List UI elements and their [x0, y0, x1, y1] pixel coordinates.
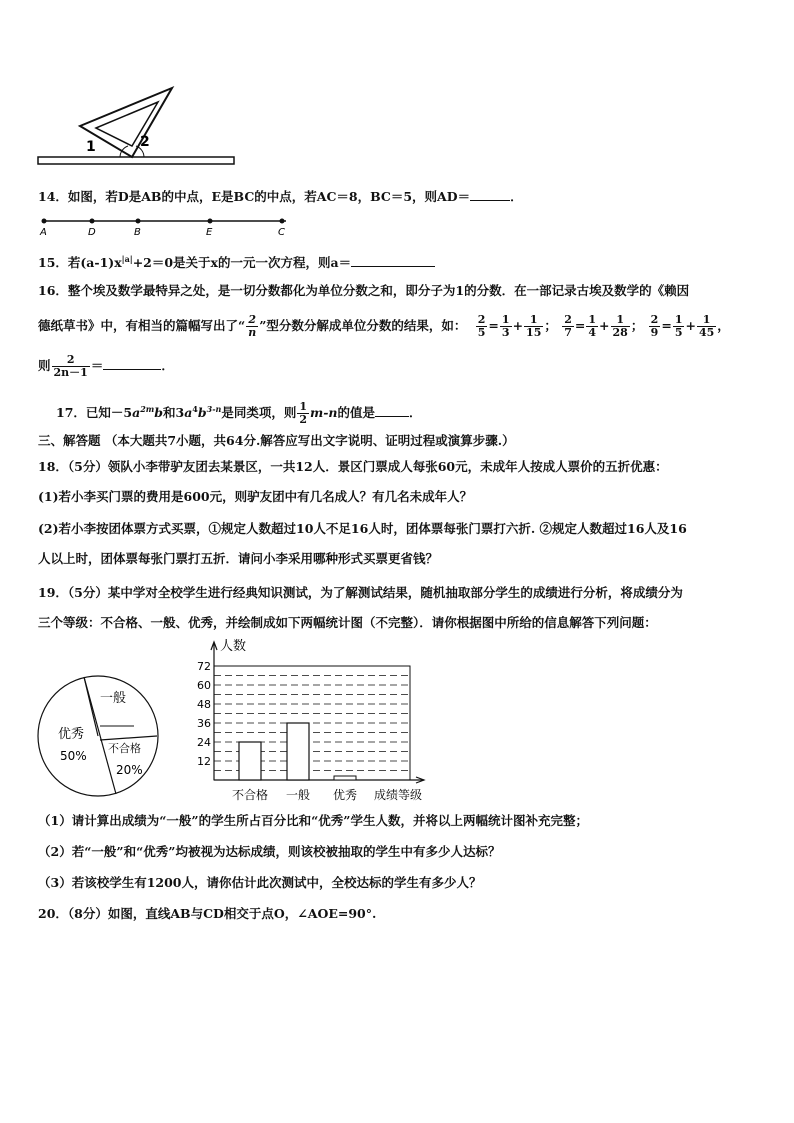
pie-label-general: 一般: [100, 691, 127, 706]
pie-label-excellent-pct: 50%: [60, 749, 87, 763]
bar-2: [287, 723, 309, 780]
q19-sub3: （3）若该校学生有1200人，请你估计此次测试中，全校达标的学生有多少人？: [38, 875, 482, 890]
pie-chart: [36, 670, 164, 802]
q16-line3-pre: 则: [38, 358, 51, 373]
y-tick-label: 36: [197, 717, 211, 730]
q19-line1: 19．（5分）某中学对全校学生进行经典知识测试，为了解测试结果，随机抽取部分学生的成绩进行分析，将成绩分为: [38, 585, 683, 600]
q18-line2: (1)若小李买门票的费用是600元，则驴友团中有几名成人？有几名未成年人？: [38, 489, 473, 504]
question-20: 20．（8分）如图，直线AB与CD相交于点O，∠AOE=90°.: [38, 906, 377, 921]
number-line-figure: [36, 214, 296, 236]
example-2: $\frac{2}{7}$ = $\frac{1}{4}$ + $\frac{1}{28}$ ；: [564, 313, 648, 339]
point-b-label: B: [134, 227, 141, 236]
x-tick-label: 一般: [285, 788, 311, 802]
x-tick-label: 优秀: [332, 788, 358, 802]
y-tick-label: 60: [197, 679, 211, 692]
point-c-label: C: [278, 227, 285, 236]
question-15: [38, 250, 435, 272]
pie-label-excellent: 优秀: [58, 727, 85, 742]
q19-sub1: （1）请计算出成绩为“一般”的学生所占百分比和“优秀”学生人数，并将以上两幅统计图补充完整；: [38, 813, 588, 828]
y-tick-label: 12: [197, 755, 211, 768]
point-a-label: A: [40, 227, 47, 236]
example-3: $\frac{2}{9}$ = $\frac{1}{5}$ + $\frac{1}{45}$ ，: [650, 313, 730, 339]
point-d-label: D: [88, 227, 96, 236]
ruler-bar: [38, 157, 234, 164]
q15-post: +2＝0是关于x的一元一次方程，则a＝: [132, 255, 352, 271]
example-1: $\frac{2}{5}$ = $\frac{1}{3}$ + $\frac{1}{15}$ ；: [477, 313, 562, 339]
q14-end: ．: [510, 189, 523, 204]
q18-line3: (2)若小李按团体票方式买票，①规定人数超过10人不足16人时，团体票每张门票打六折. ②规定人数超过16人及16: [38, 521, 687, 536]
q15-pre: 15．若(a-1)x: [38, 255, 122, 271]
q16-line2-post: ”型分数分解成单位分数的结果，如：: [259, 318, 467, 333]
fraction-2-over-n: $\frac{2}{n}$: [248, 313, 257, 339]
q14-text: 14．如图，若D是AB的中点，E是BC的中点，若AC＝8，BC＝5，则AD＝: [38, 189, 471, 204]
q18-line1: 18．（5分）领队小李带驴友团去某景区，一共12人．景区门票成人每张60元，未成年人按成人票价的五折优惠：: [38, 459, 668, 474]
section-3-heading: 三、解答题 （本大题共7小题，共64分.解答应写出文字说明、证明过程或演算步骤.）: [38, 433, 515, 448]
bar-3: [334, 776, 356, 780]
pie-label-fail: 不合格: [108, 742, 141, 755]
y-axis-title: 人数: [220, 639, 247, 654]
x-tick-label: 不合格: [231, 788, 269, 802]
y-tick-label: 72: [197, 660, 211, 673]
q17-answer-blank[interactable]: [375, 404, 409, 417]
q18-line4: 人以上时，团体票每张门票打五折．请问小李采用哪种形式买票更省钱？: [38, 551, 439, 566]
set-square-figure: [36, 84, 238, 168]
y-tick-label: 24: [197, 736, 211, 749]
bar-1: [239, 742, 261, 780]
question-16-line1: 16．整个埃及数学最特异之处，是一切分数都化为单位分数之和，即分子为1的分数．在一部记录古埃及数学的《赖因: [38, 283, 690, 298]
q14-answer-blank[interactable]: [470, 188, 510, 201]
question-16-line3: [38, 348, 174, 384]
question-16-line2: [38, 308, 730, 344]
angle-1-label: 1: [86, 139, 96, 155]
point-e-label: E: [206, 227, 213, 236]
q19-sub2: （2）若“一般”和“优秀”均被视为达标成绩，则该校被抽取的学生中有多少人达标？: [38, 844, 501, 859]
q16-end: ．: [161, 358, 174, 373]
q16-line2-pre: 德纸草书》中，有相当的篇幅写出了“: [38, 318, 246, 333]
q15-sup: |a|: [121, 254, 133, 264]
half-fraction: $\frac{1}{2}$: [299, 400, 307, 427]
q16-line3-post: ＝: [90, 358, 104, 373]
q16-answer-blank[interactable]: [103, 357, 161, 370]
q15-answer-blank[interactable]: [351, 254, 435, 267]
final-fraction: $\frac{2}{2n-1}$: [53, 353, 88, 379]
y-tick-label: 48: [197, 698, 211, 711]
question-17: 17．已知$-5a^{2m}b$和$3a^4b^{3-n}$是同类项，则 $\frac{1}{2}$ m-n的值是 ．: [56, 400, 422, 427]
q19-line2: 三个等级：不合格、一般、优秀，并绘制成如下两幅统计图（不完整）．请你根据图中所给的信息解答下列问题：: [38, 615, 657, 630]
pie-label-fail-pct: 20%: [116, 763, 143, 777]
question-14: [38, 188, 523, 206]
x-axis-title: 成绩等级: [374, 788, 423, 802]
bar-chart: [190, 636, 450, 806]
angle-2-label: 2: [140, 134, 150, 150]
q17-pre: 17．已知－5: [56, 405, 133, 421]
